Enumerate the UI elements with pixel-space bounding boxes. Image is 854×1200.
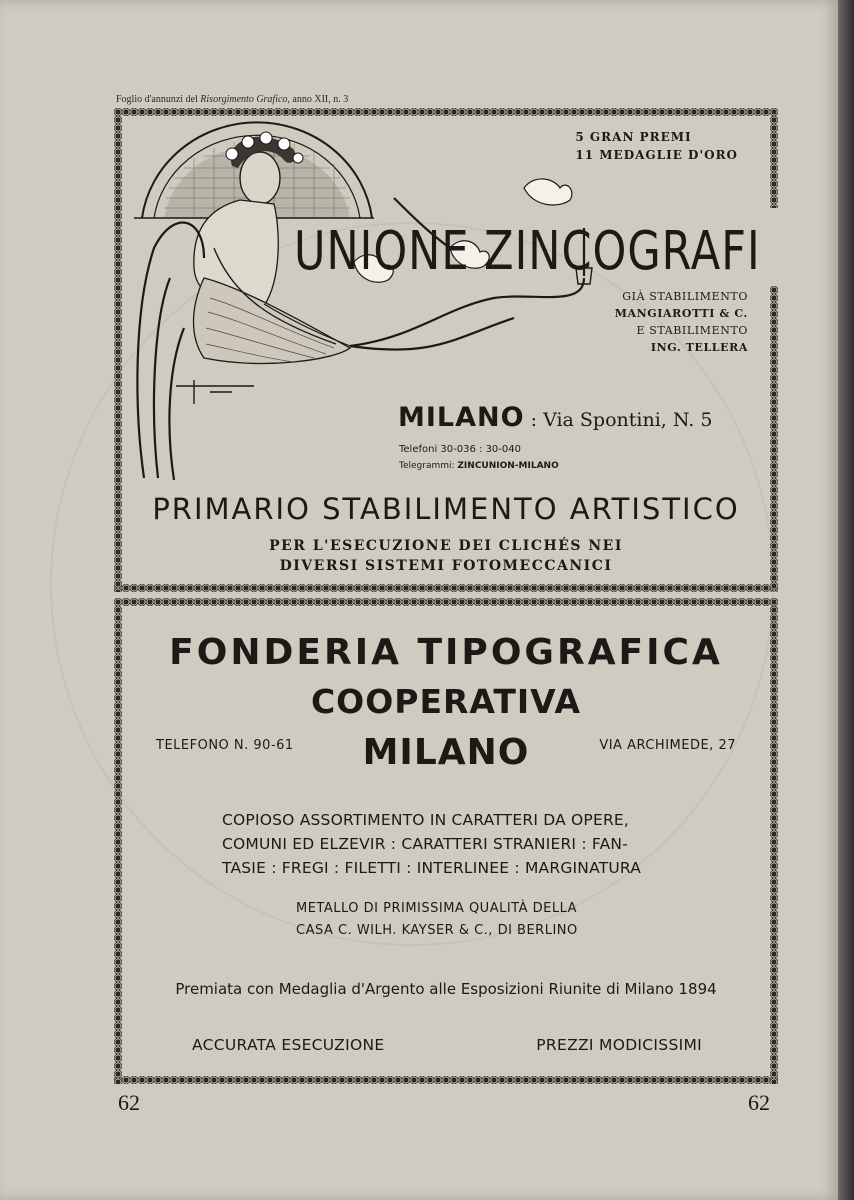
fonderia-description: [222, 808, 682, 880]
metal-line: METALLO DI PRIMISSIMA QUALITÀ DELLA: [296, 901, 578, 916]
formerly-line: ING. TELLERA: [650, 341, 748, 354]
city-name: MILANO: [398, 402, 525, 433]
description-line: COPIOSO ASSORTIMENTO IN CARATTERI DA OPERE,: [222, 811, 630, 829]
page-number-right: 62: [748, 1090, 770, 1115]
fonderia-title: FONDERIA TIPOGRAFICA: [169, 632, 723, 673]
fonderia-telephone: TELEFONO N. 90-61: [156, 738, 294, 753]
fonderia-metal: [296, 898, 578, 942]
award-line: 5 GRAN PREMI: [575, 130, 692, 144]
metal-line: CASA C. WILH. KAYSER & C., DI BERLINO: [296, 923, 578, 938]
ad-unione-zincografi: [114, 108, 778, 592]
fonderia-city: MILANO: [362, 732, 530, 773]
slogan-left: ACCURATA ESECUZIONE: [192, 1036, 385, 1054]
formerly-line: E STABILIMENTO: [636, 324, 748, 337]
zincografi-subline: [136, 536, 756, 576]
subline-row: DIVERSI SISTEMI FOTOMECCANICI: [279, 558, 613, 574]
slogan-right: PREZZI MODICISSIMI: [536, 1036, 702, 1054]
dot-border-top: [114, 598, 778, 606]
running-header: Foglio d'annunzi del Risorgimento Grafico, anno XII, n. 3: [116, 94, 349, 105]
formerly-block: [578, 288, 748, 356]
fonderia-street: VIA ARCHIMEDE, 27: [599, 738, 736, 753]
telegram-line: Telegrammi: ZINCUNION-MILANO: [399, 461, 559, 471]
fonderia-award: Premiata con Medaglia d'Argento alle Esposizioni Riunite di Milano 1894: [175, 980, 717, 998]
awards-list: [575, 128, 738, 164]
subline-row: PER L'ESECUZIONE DEI CLICHÉS NEI: [269, 538, 623, 554]
zincografi-title: UNIONE ZINCOGRAFI: [294, 220, 761, 283]
address-line: [398, 402, 712, 433]
formerly-line: MANGIAROTTI & C.: [614, 307, 748, 320]
description-line: TASIE : FREGI : FILETTI : INTERLINEE : MARGINATURA: [222, 859, 642, 877]
page-number-left: 62: [118, 1090, 140, 1115]
award-line: 11 MEDAGLIE D'ORO: [575, 148, 738, 162]
dot-border-bottom: [114, 1076, 778, 1084]
formerly-line: GIÀ STABILIMENTO: [622, 290, 748, 303]
page-edge: [838, 0, 854, 1200]
ad-fonderia-tipografica: [114, 598, 778, 1084]
phone-numbers: Telefoni 30-036 : 30-040: [399, 444, 521, 455]
description-line: COMUNI ED ELZEVIR : CARATTERI STRANIERI : FAN-: [222, 835, 628, 853]
fonderia-subtitle: COOPERATIVA: [310, 682, 582, 721]
street-address: : Via Spontini, N. 5: [530, 409, 713, 431]
zincografi-headline: PRIMARIO STABILIMENTO ARTISTICO: [152, 492, 740, 526]
contact-block: [399, 442, 559, 474]
